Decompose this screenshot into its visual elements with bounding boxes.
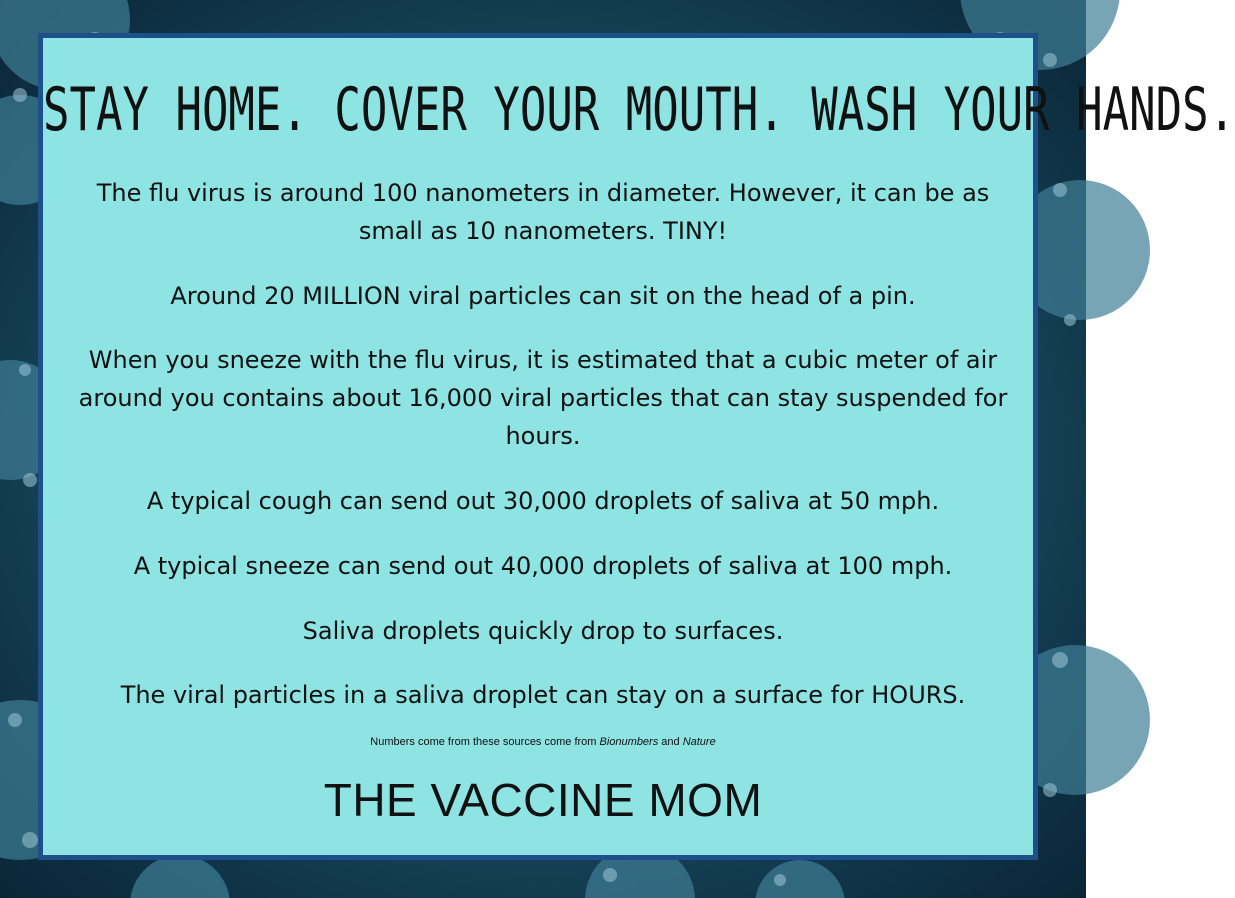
source-nature: Nature: [682, 736, 716, 748]
fact-droplets-surfaces: Saliva droplets quickly drop to surfaces.: [302, 617, 784, 645]
headline-title: STAY HOME. COVER YOUR MOUTH. WASH YOUR HANDS.: [43, 76, 1235, 145]
fact-sneeze-air: When you sneeze with the flu virus, it is estimated that a cubic meter of air around you contains about 16,000 viral particles that can stay suspended for hours.: [78, 346, 1008, 450]
sources-joiner: and: [658, 736, 683, 748]
fact-virus-size: The flu virus is around 100 nanometers in diameter. However, it can be as small as 10 nanometers. TINY!: [96, 179, 990, 245]
fact-sneeze-droplets: A typical sneeze can send out 40,000 droplets of saliva at 100 mph.: [133, 552, 953, 580]
facts-card: [38, 33, 1235, 860]
fact-pin-head: Around 20 MILLION viral particles can sit on the head of a pin.: [170, 282, 916, 310]
sources-note: [43, 736, 1043, 748]
fact-cough-droplets: A typical cough can send out 30,000 droplets of saliva at 50 mph.: [146, 487, 940, 515]
sources-prefix: Numbers come from these sources come from: [370, 736, 600, 748]
brand-signature: THE VACCINE MOM: [323, 774, 763, 826]
source-bionumbers: Bionumbers: [599, 736, 659, 748]
fact-surface-hours: The viral particles in a saliva droplet can stay on a surface for HOURS.: [120, 681, 966, 709]
